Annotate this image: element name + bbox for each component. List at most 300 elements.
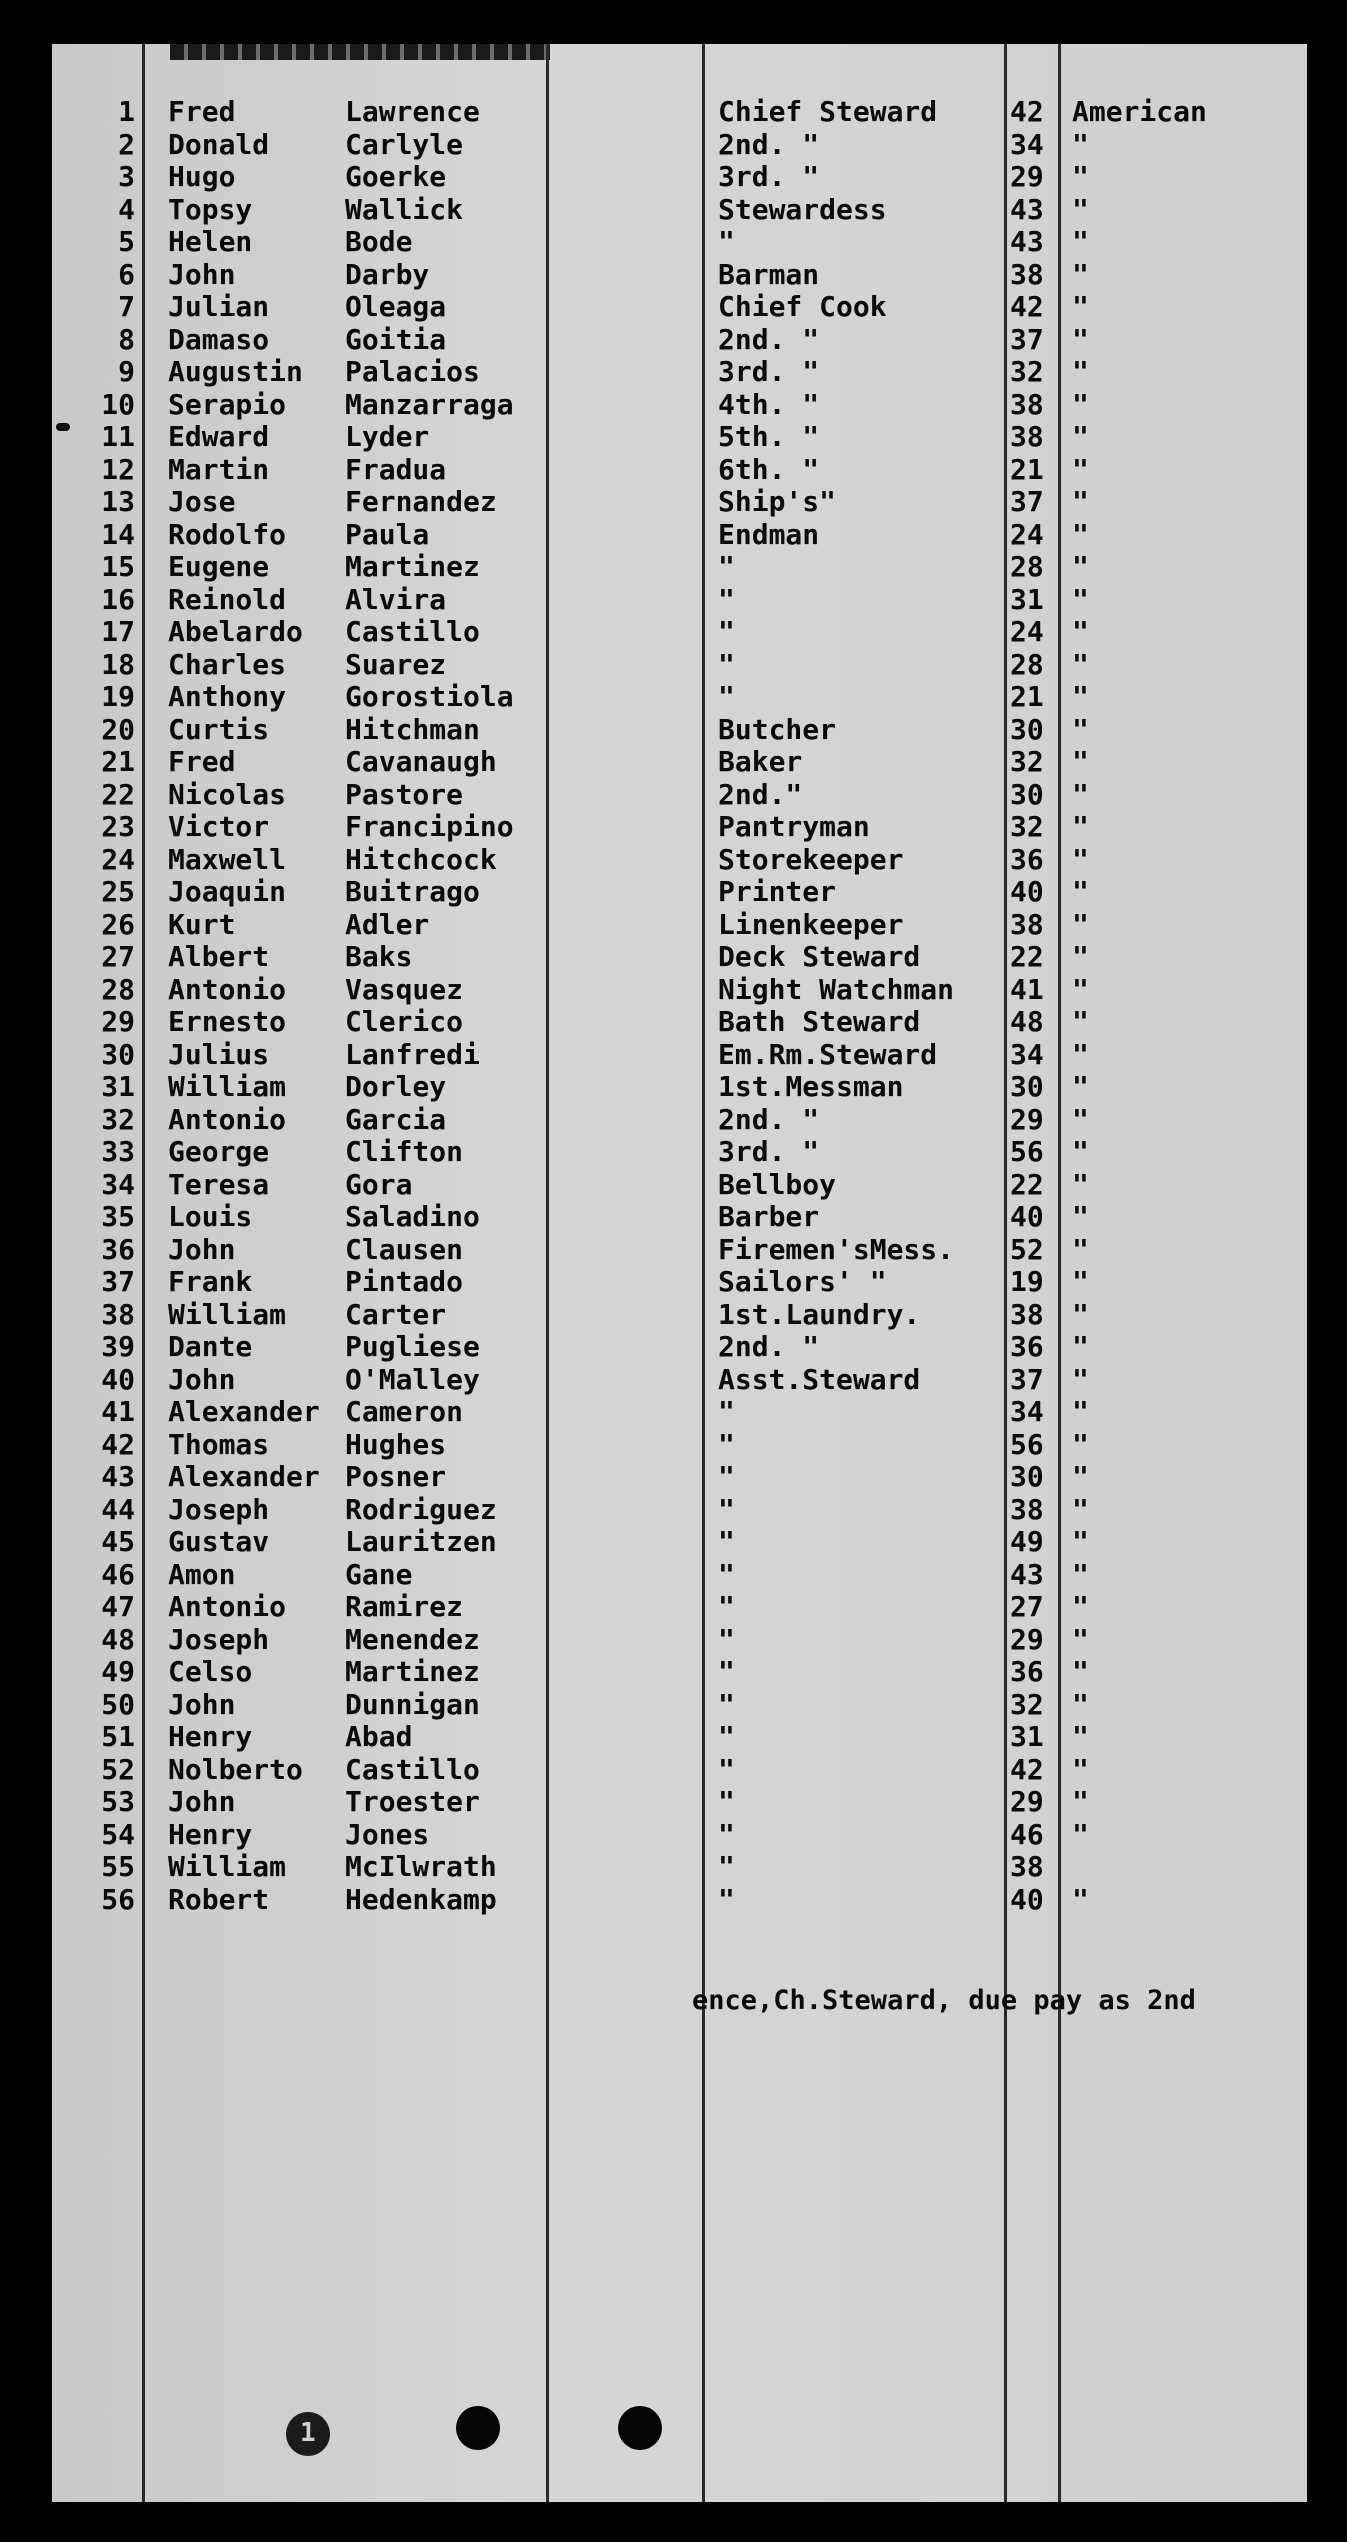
occupation: Butcher <box>718 712 837 746</box>
nationality: " <box>1072 225 1089 258</box>
row-number: 17 <box>101 615 135 648</box>
nationality: " <box>1072 1005 1089 1038</box>
first-name: Serapio <box>168 387 287 421</box>
age: 43 <box>1010 1557 1044 1591</box>
row-number: 27 <box>101 940 135 973</box>
row-number: 15 <box>101 550 135 583</box>
row-number: 34 <box>101 1167 135 1201</box>
occupation: Asst.Steward <box>718 1362 921 1396</box>
last-name: Paula <box>345 517 430 551</box>
crew-row <box>0 1429 1347 1461</box>
crew-row <box>0 1396 1347 1428</box>
nationality: " <box>1072 1102 1089 1136</box>
age: 30 <box>1010 1070 1044 1103</box>
first-name: Fred <box>168 95 236 128</box>
nationality: " <box>1072 940 1089 973</box>
crew-row <box>0 1071 1347 1103</box>
age: 46 <box>1010 1817 1044 1851</box>
last-name: Darby <box>345 257 430 291</box>
nationality: " <box>1072 517 1089 551</box>
nationality: " <box>1072 1297 1089 1331</box>
occupation: " <box>718 1752 735 1786</box>
row-number: 13 <box>101 485 135 518</box>
occupation: Chief Steward <box>718 95 938 128</box>
first-name: Damaso <box>168 322 270 356</box>
row-number: 10 <box>101 387 135 421</box>
first-name: George <box>168 1135 270 1168</box>
last-name: Suarez <box>345 647 447 681</box>
age: 34 <box>1010 1395 1044 1428</box>
nationality: " <box>1072 972 1089 1006</box>
crew-row <box>0 1299 1347 1331</box>
nationality: " <box>1072 257 1089 291</box>
row-number: 8 <box>118 322 135 356</box>
crew-row <box>0 1656 1347 1688</box>
last-name: Menendez <box>345 1622 480 1656</box>
nationality: " <box>1072 680 1089 713</box>
nationality: " <box>1072 1882 1089 1916</box>
last-name: Cavanaugh <box>345 745 497 778</box>
occupation: " <box>718 1817 735 1851</box>
occupation: Firemen'sMess. <box>718 1232 955 1266</box>
age: 24 <box>1010 517 1044 551</box>
crew-row <box>0 584 1347 616</box>
age: 19 <box>1010 1265 1044 1298</box>
age: 29 <box>1010 1622 1044 1656</box>
crew-row <box>0 1851 1347 1883</box>
first-name: Alexander <box>168 1395 320 1428</box>
last-name: Castillo <box>345 615 480 648</box>
last-name: Clerico <box>345 1005 464 1038</box>
crew-row <box>0 291 1347 323</box>
last-name: O'Malley <box>345 1362 480 1396</box>
nationality: " <box>1072 1362 1089 1396</box>
last-name: Baks <box>345 940 413 973</box>
occupation: 1st.Messman <box>718 1070 904 1103</box>
crew-row <box>0 421 1347 453</box>
first-name: Joseph <box>168 1622 270 1656</box>
age: 30 <box>1010 1460 1044 1493</box>
crew-row <box>0 161 1347 193</box>
first-name: Edward <box>168 420 270 453</box>
occupation: Storekeeper <box>718 842 904 876</box>
last-name: Garcia <box>345 1102 447 1136</box>
age: 31 <box>1010 1720 1044 1753</box>
row-number: 36 <box>101 1232 135 1266</box>
crew-row <box>0 1559 1347 1591</box>
occupation: Endman <box>718 517 820 551</box>
occupation: " <box>718 647 735 681</box>
last-name: Bode <box>345 225 413 258</box>
punch-hole <box>618 2406 662 2450</box>
first-name: Albert <box>168 940 270 973</box>
age: 56 <box>1010 1135 1044 1168</box>
age: 56 <box>1010 1427 1044 1461</box>
nationality: " <box>1072 1265 1089 1298</box>
first-name: Helen <box>168 225 253 258</box>
row-number: 40 <box>101 1362 135 1396</box>
row-number: 56 <box>101 1882 135 1916</box>
row-number: 45 <box>101 1525 135 1558</box>
nationality: " <box>1072 1492 1089 1526</box>
row-number: 31 <box>101 1070 135 1103</box>
age: 32 <box>1010 355 1044 388</box>
row-number: 11 <box>101 420 135 453</box>
occupation: 1st.Laundry. <box>718 1297 921 1331</box>
last-name: Oleaga <box>345 290 447 323</box>
crew-row <box>0 1136 1347 1168</box>
last-name: Hitchman <box>345 712 480 746</box>
crew-row <box>0 1721 1347 1753</box>
occupation: 5th. " <box>718 420 820 453</box>
crew-row <box>0 96 1347 128</box>
occupation: Bellboy <box>718 1167 837 1201</box>
nationality: " <box>1072 1395 1089 1428</box>
nationality: " <box>1072 1557 1089 1591</box>
crew-row <box>0 1494 1347 1526</box>
occupation: Bath Steward <box>718 1005 921 1038</box>
last-name: Fradua <box>345 452 447 486</box>
crew-row <box>0 1331 1347 1363</box>
row-number: 23 <box>101 810 135 843</box>
first-name: Nicolas <box>168 777 287 811</box>
age: 43 <box>1010 192 1044 226</box>
nationality: " <box>1072 355 1089 388</box>
last-name: Abad <box>345 1720 413 1753</box>
occupation: " <box>718 1590 735 1623</box>
crew-row <box>0 779 1347 811</box>
first-name: William <box>168 1297 287 1331</box>
occupation: Ship's" <box>718 485 837 518</box>
last-name: Rodriguez <box>345 1492 497 1526</box>
row-number: 32 <box>101 1102 135 1136</box>
crew-row <box>0 616 1347 648</box>
punch-hole <box>456 2406 500 2450</box>
crew-row <box>0 1039 1347 1071</box>
age: 30 <box>1010 777 1044 811</box>
occupation: 2nd. " <box>718 322 820 356</box>
first-name: Eugene <box>168 550 270 583</box>
first-name: Charles <box>168 647 287 681</box>
age: 43 <box>1010 225 1044 258</box>
occupation: Night Watchman <box>718 972 955 1006</box>
nationality: " <box>1072 420 1089 453</box>
nationality: " <box>1072 712 1089 746</box>
nationality: " <box>1072 322 1089 356</box>
occupation: 2nd." <box>718 777 803 811</box>
row-number: 43 <box>101 1460 135 1493</box>
nationality: " <box>1072 842 1089 876</box>
nationality: " <box>1072 387 1089 421</box>
age: 29 <box>1010 1102 1044 1136</box>
first-name: Nolberto <box>168 1752 303 1786</box>
nationality: " <box>1072 1687 1089 1721</box>
crew-row <box>0 941 1347 973</box>
nationality: " <box>1072 615 1089 648</box>
first-name: Julius <box>168 1037 270 1071</box>
footnote: ence,Ch.Steward, due pay as 2nd <box>692 1985 1196 2016</box>
row-number: 12 <box>101 452 135 486</box>
crew-row <box>0 551 1347 583</box>
occupation: Printer <box>718 875 837 908</box>
age: 38 <box>1010 387 1044 421</box>
crew-row <box>0 194 1347 226</box>
first-name: Gustav <box>168 1525 270 1558</box>
nationality: " <box>1072 875 1089 908</box>
nationality: " <box>1072 1232 1089 1266</box>
first-name: Julian <box>168 290 270 323</box>
occupation: Pantryman <box>718 810 870 843</box>
age: 42 <box>1010 290 1044 323</box>
age: 28 <box>1010 647 1044 681</box>
last-name: Francipino <box>345 810 514 843</box>
crew-row <box>0 1624 1347 1656</box>
last-name: Saladino <box>345 1200 480 1233</box>
row-number: 2 <box>118 127 135 161</box>
nationality: " <box>1072 1200 1089 1233</box>
occupation: Em.Rm.Steward <box>718 1037 938 1071</box>
row-number: 1 <box>118 95 135 128</box>
nationality: " <box>1072 810 1089 843</box>
first-name: William <box>168 1850 287 1883</box>
first-name: Frank <box>168 1265 253 1298</box>
crew-row <box>0 1364 1347 1396</box>
age: 37 <box>1010 322 1044 356</box>
age: 40 <box>1010 1200 1044 1233</box>
first-name: Fred <box>168 745 236 778</box>
age: 34 <box>1010 127 1044 161</box>
last-name: Wallick <box>345 192 464 226</box>
first-name: John <box>168 257 236 291</box>
occupation: 3rd. " <box>718 355 820 388</box>
last-name: Lanfredi <box>345 1037 480 1071</box>
row-number: 18 <box>101 647 135 681</box>
last-name: Carlyle <box>345 127 464 161</box>
last-name: Clifton <box>345 1135 464 1168</box>
first-name: Kurt <box>168 907 236 941</box>
row-number: 5 <box>118 225 135 258</box>
last-name: Lauritzen <box>345 1525 497 1558</box>
nationality: " <box>1072 1037 1089 1071</box>
crew-row <box>0 1819 1347 1851</box>
first-name: Jose <box>168 485 236 518</box>
nationality: " <box>1072 1785 1089 1818</box>
first-name: Abelardo <box>168 615 303 648</box>
occupation: " <box>718 1395 735 1428</box>
last-name: Dunnigan <box>345 1687 480 1721</box>
crew-row <box>0 681 1347 713</box>
row-number: 19 <box>101 680 135 713</box>
age: 21 <box>1010 452 1044 486</box>
occupation: Stewardess <box>718 192 887 226</box>
nationality: " <box>1072 1817 1089 1851</box>
age: 29 <box>1010 1785 1044 1818</box>
age: 21 <box>1010 680 1044 713</box>
first-name: Curtis <box>168 712 270 746</box>
occupation: Barber <box>718 1200 820 1233</box>
age: 32 <box>1010 810 1044 843</box>
first-name: Henry <box>168 1720 253 1753</box>
nationality: " <box>1072 1590 1089 1623</box>
first-name: William <box>168 1070 287 1103</box>
age: 37 <box>1010 1362 1044 1396</box>
occupation: " <box>718 550 735 583</box>
occupation: " <box>718 615 735 648</box>
row-number: 28 <box>101 972 135 1006</box>
age: 52 <box>1010 1232 1044 1266</box>
last-name: Castillo <box>345 1752 480 1786</box>
row-number: 47 <box>101 1590 135 1623</box>
row-number: 6 <box>118 257 135 291</box>
occupation: Baker <box>718 745 803 778</box>
last-name: Cameron <box>345 1395 464 1428</box>
age: 32 <box>1010 745 1044 778</box>
occupation: " <box>718 1427 735 1461</box>
nationality: " <box>1072 550 1089 583</box>
occupation: Sailors' " <box>718 1265 887 1298</box>
row-number: 29 <box>101 1005 135 1038</box>
age: 38 <box>1010 257 1044 291</box>
nationality: " <box>1072 1167 1089 1201</box>
row-number: 51 <box>101 1720 135 1753</box>
crew-row <box>0 356 1347 388</box>
crew-row <box>0 519 1347 551</box>
crew-row <box>0 129 1347 161</box>
last-name: Dorley <box>345 1070 447 1103</box>
age: 29 <box>1010 160 1044 193</box>
first-name: Robert <box>168 1882 270 1916</box>
first-name: Amon <box>168 1557 236 1591</box>
age: 40 <box>1010 1882 1044 1916</box>
last-name: Goerke <box>345 160 447 193</box>
last-name: Fernandez <box>345 485 497 518</box>
last-name: Pintado <box>345 1265 464 1298</box>
age: 48 <box>1010 1005 1044 1038</box>
row-number: 41 <box>101 1395 135 1428</box>
occupation: 2nd. " <box>718 127 820 161</box>
row-number: 25 <box>101 875 135 908</box>
crew-row <box>0 649 1347 681</box>
last-name: Ramirez <box>345 1590 464 1623</box>
age: 32 <box>1010 1687 1044 1721</box>
crew-row <box>0 1006 1347 1038</box>
first-name: Ernesto <box>168 1005 287 1038</box>
first-name: Teresa <box>168 1167 270 1201</box>
row-number: 50 <box>101 1687 135 1721</box>
last-name: Gora <box>345 1167 413 1201</box>
last-name: Gorostiola <box>345 680 514 713</box>
row-number: 33 <box>101 1135 135 1168</box>
age: 28 <box>1010 550 1044 583</box>
first-name: Hugo <box>168 160 236 193</box>
last-name: Clausen <box>345 1232 464 1266</box>
row-number: 44 <box>101 1492 135 1526</box>
last-name: Martinez <box>345 1655 480 1688</box>
occupation: 6th. " <box>718 452 820 486</box>
last-name: Palacios <box>345 355 480 388</box>
last-name: Pugliese <box>345 1330 480 1363</box>
occupation: 3rd. " <box>718 160 820 193</box>
crew-row <box>0 876 1347 908</box>
crew-row <box>0 1104 1347 1136</box>
last-name: Hughes <box>345 1427 447 1461</box>
occupation: 2nd. " <box>718 1102 820 1136</box>
row-number: 42 <box>101 1427 135 1461</box>
age: 38 <box>1010 907 1044 941</box>
crew-row <box>0 1201 1347 1233</box>
last-name: Posner <box>345 1460 447 1493</box>
last-name: McIlwrath <box>345 1850 497 1883</box>
last-name: Goitia <box>345 322 447 356</box>
first-name: Augustin <box>168 355 303 388</box>
occupation: " <box>718 1687 735 1721</box>
nationality: " <box>1072 1752 1089 1786</box>
nationality: " <box>1072 1655 1089 1688</box>
age: 27 <box>1010 1590 1044 1623</box>
age: 38 <box>1010 420 1044 453</box>
last-name: Troester <box>345 1785 480 1818</box>
first-name: John <box>168 1785 236 1818</box>
occupation: 2nd. " <box>718 1330 820 1363</box>
age: 22 <box>1010 940 1044 973</box>
nationality: " <box>1072 1525 1089 1558</box>
row-number: 9 <box>118 355 135 388</box>
nationality: " <box>1072 907 1089 941</box>
first-name: Antonio <box>168 1102 287 1136</box>
occupation: 3rd. " <box>718 1135 820 1168</box>
first-name: Anthony <box>168 680 287 713</box>
last-name: Martinez <box>345 550 480 583</box>
crew-row <box>0 1461 1347 1493</box>
nationality: " <box>1072 1460 1089 1493</box>
occupation: " <box>718 1557 735 1591</box>
nationality: " <box>1072 127 1089 161</box>
first-name: Antonio <box>168 972 287 1006</box>
age: 36 <box>1010 842 1044 876</box>
age: 31 <box>1010 582 1044 616</box>
occupation: 4th. " <box>718 387 820 421</box>
first-name: John <box>168 1687 236 1721</box>
row-number: 16 <box>101 582 135 616</box>
nationality: " <box>1072 1427 1089 1461</box>
header-strip <box>170 44 550 60</box>
age: 41 <box>1010 972 1044 1006</box>
age: 38 <box>1010 1297 1044 1331</box>
first-name: Alexander <box>168 1460 320 1493</box>
age: 24 <box>1010 615 1044 648</box>
nationality: " <box>1072 1622 1089 1656</box>
age: 49 <box>1010 1525 1044 1558</box>
age: 36 <box>1010 1655 1044 1688</box>
last-name: Buitrago <box>345 875 480 908</box>
occupation: " <box>718 1785 735 1818</box>
occupation: " <box>718 1525 735 1558</box>
crew-row <box>0 1884 1347 1916</box>
nationality: " <box>1072 582 1089 616</box>
occupation: " <box>718 1460 735 1493</box>
age: 42 <box>1010 1752 1044 1786</box>
row-number: 53 <box>101 1785 135 1818</box>
crew-row <box>0 714 1347 746</box>
last-name: Hitchcock <box>345 842 497 876</box>
age: 38 <box>1010 1850 1044 1883</box>
nationality: " <box>1072 777 1089 811</box>
last-name: Hedenkamp <box>345 1882 497 1916</box>
nationality: " <box>1072 485 1089 518</box>
page-mark: 1 <box>300 2418 316 2448</box>
occupation: " <box>718 1655 735 1688</box>
row-number: 4 <box>118 192 135 226</box>
